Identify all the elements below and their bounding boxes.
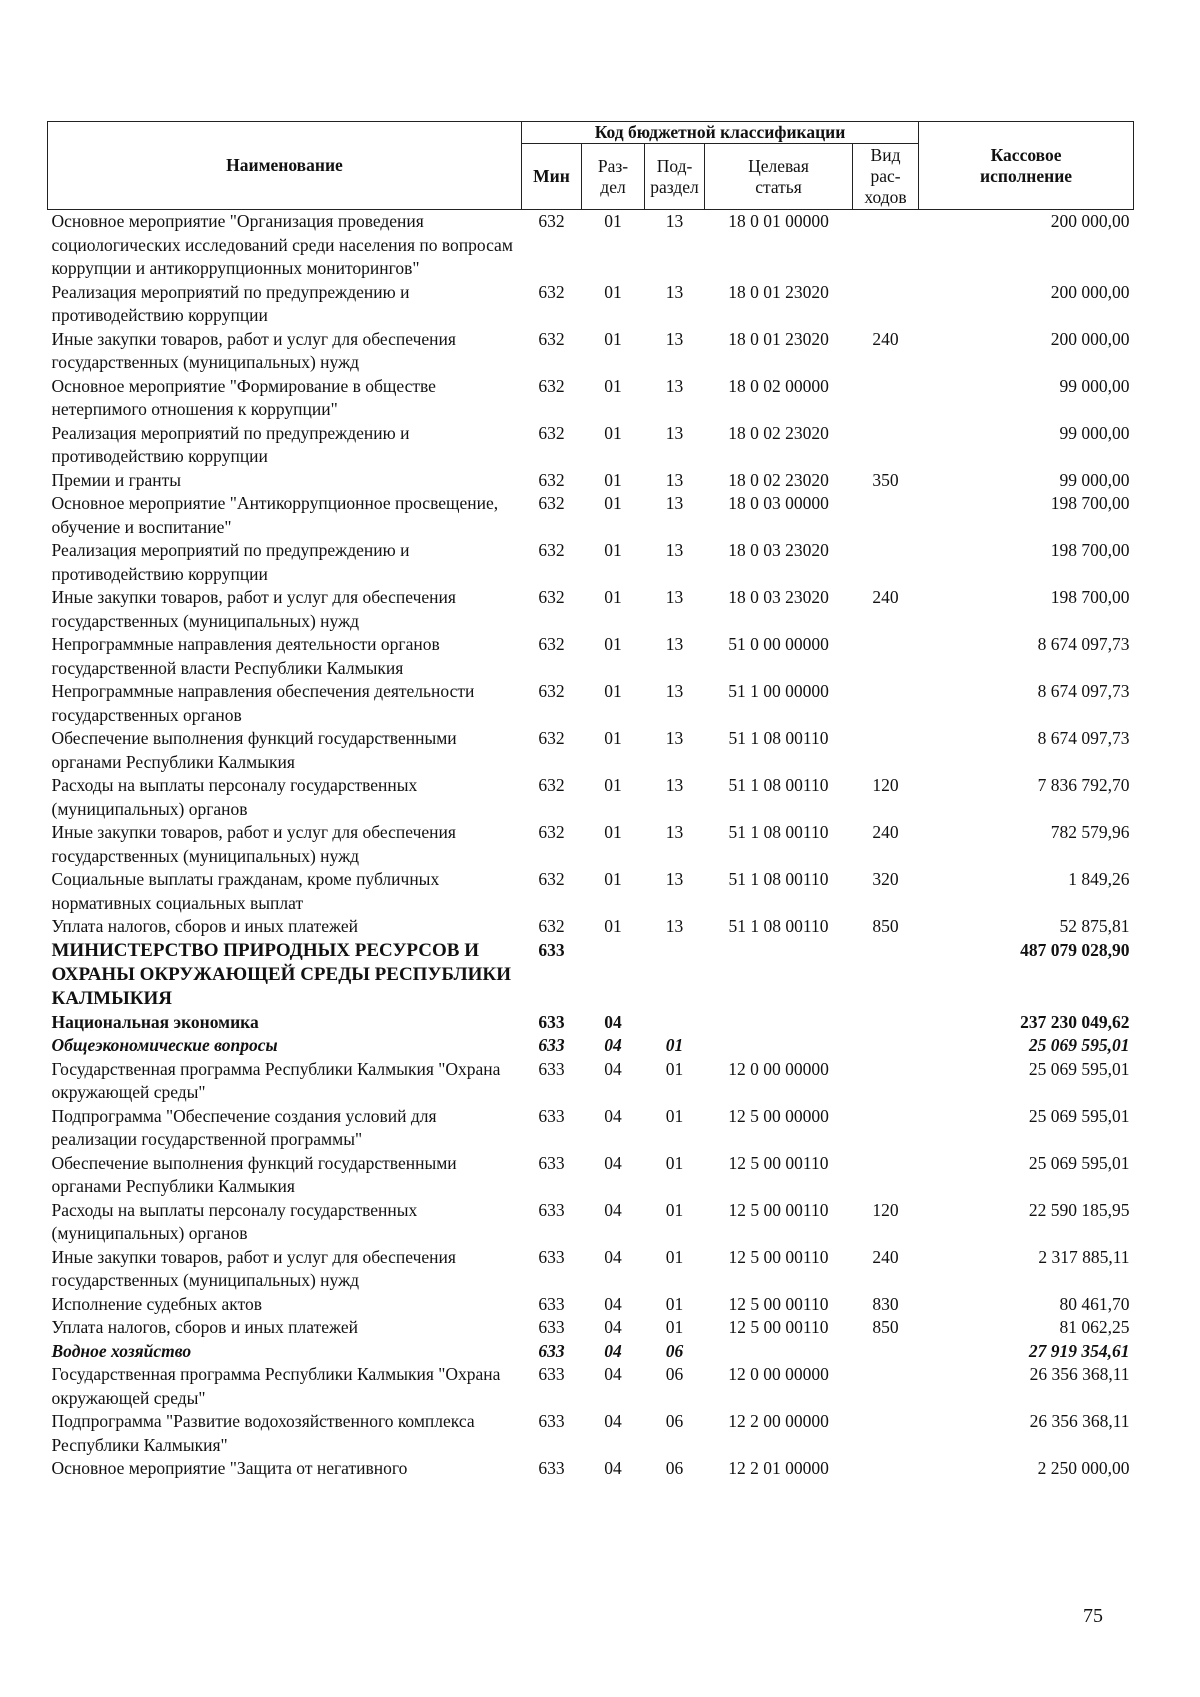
row-min: 633 bbox=[538, 1293, 565, 1314]
row-name: Водное хозяйство bbox=[51, 1340, 192, 1361]
table-row bbox=[48, 1199, 1134, 1246]
row-name: Иные закупки товаров, работ и услуг для обеспечения государственных (муниципальных) нужд bbox=[51, 1246, 456, 1290]
row-target-article: 12 5 00 00110 bbox=[728, 1152, 829, 1173]
row-expense-type bbox=[853, 281, 919, 328]
row-expense-type: 830 bbox=[872, 1293, 899, 1314]
table-row bbox=[48, 1293, 1134, 1317]
row-podrazdel: 06 bbox=[665, 1411, 684, 1431]
row-amount: 782 579,96 bbox=[1050, 822, 1130, 842]
row-target-article: 12 5 00 00110 bbox=[728, 1199, 829, 1220]
row-razdel: 01 bbox=[604, 469, 622, 490]
row-podrazdel: 01 bbox=[665, 1317, 684, 1337]
row-expense-type bbox=[853, 1058, 919, 1105]
row-amount: 80 461,70 bbox=[1059, 1293, 1130, 1314]
row-amount: 81 062,25 bbox=[1059, 1317, 1130, 1337]
row-target-article: 12 2 01 00000 bbox=[728, 1458, 829, 1478]
row-expense-type: 240 bbox=[872, 822, 899, 842]
row-target-article: 12 5 00 00110 bbox=[728, 1317, 829, 1337]
table-row bbox=[48, 680, 1134, 727]
row-amount: 1 849,26 bbox=[1068, 869, 1130, 889]
row-expense-type: 320 bbox=[872, 869, 899, 889]
row-podrazdel: 01 bbox=[665, 1058, 684, 1079]
row-razdel: 01 bbox=[604, 681, 622, 701]
row-min: 633 bbox=[538, 1199, 565, 1220]
row-name: Общеэкономические вопросы bbox=[51, 1035, 278, 1055]
row-min: 633 bbox=[538, 1411, 565, 1431]
table-row bbox=[48, 492, 1134, 539]
table-row bbox=[48, 868, 1134, 915]
row-razdel: 04 bbox=[604, 1293, 622, 1314]
row-amount: 198 700,00 bbox=[1050, 493, 1130, 513]
row-name: Реализация мероприятий по предупреждению и противодействию коррупции bbox=[51, 540, 410, 584]
row-expense-type: 240 bbox=[872, 587, 899, 607]
row-expense-type bbox=[853, 939, 919, 1011]
row-amount: 22 590 185,95 bbox=[1028, 1199, 1130, 1220]
row-razdel: 04 bbox=[604, 1058, 622, 1079]
table-row bbox=[48, 1034, 1134, 1058]
row-expense-type bbox=[853, 1457, 919, 1481]
header-expense-type: Вид рас- ходов bbox=[853, 144, 919, 210]
row-razdel: 01 bbox=[604, 540, 622, 560]
row-target-article: 18 0 03 23020 bbox=[728, 540, 829, 560]
row-razdel: 01 bbox=[604, 869, 622, 889]
row-razdel: 04 bbox=[604, 1246, 622, 1267]
row-min: 633 bbox=[538, 1105, 565, 1126]
row-razdel: 01 bbox=[604, 375, 622, 396]
row-min: 632 bbox=[538, 822, 565, 842]
row-min: 632 bbox=[538, 375, 565, 396]
row-expense-type: 240 bbox=[872, 328, 899, 349]
row-amount: 487 079 028,90 bbox=[1020, 939, 1130, 960]
row-name: Уплата налогов, сборов и иных платежей bbox=[51, 1317, 358, 1337]
row-podrazdel: 06 bbox=[665, 1458, 684, 1478]
table-row bbox=[48, 939, 1134, 1011]
table-row bbox=[48, 1410, 1134, 1457]
row-min: 632 bbox=[538, 634, 565, 654]
table-row bbox=[48, 539, 1134, 586]
row-expense-type bbox=[853, 1152, 919, 1199]
row-amount: 237 230 049,62 bbox=[1020, 1011, 1130, 1032]
row-min: 632 bbox=[538, 681, 565, 701]
row-amount: 25 069 595,01 bbox=[1028, 1105, 1130, 1126]
row-amount: 25 069 595,01 bbox=[1028, 1035, 1130, 1055]
row-min: 632 bbox=[538, 587, 565, 607]
table-row bbox=[48, 727, 1134, 774]
row-name: Подпрограмма "Обеспечение создания условий для реализации государственной программы" bbox=[51, 1105, 437, 1149]
row-min: 633 bbox=[538, 1340, 565, 1361]
row-podrazdel: 01 bbox=[665, 1152, 684, 1173]
row-amount: 99 000,00 bbox=[1059, 375, 1130, 396]
row-podrazdel: 13 bbox=[665, 493, 684, 513]
row-amount: 198 700,00 bbox=[1050, 540, 1130, 560]
row-name: Подпрограмма "Развитие водохозяйственного комплекса Республики Калмыкия" bbox=[51, 1411, 475, 1455]
row-target-article bbox=[705, 1011, 853, 1035]
row-razdel: 01 bbox=[604, 775, 622, 795]
row-target-article: 51 1 08 00110 bbox=[728, 869, 829, 889]
row-razdel: 04 bbox=[604, 1199, 622, 1220]
row-name: Основное мероприятие "Организация проведения социологических исследований среди населения по вопросам коррупции и антикоррупционных мониторингов" bbox=[51, 211, 513, 278]
row-target-article: 18 0 02 00000 bbox=[728, 375, 829, 396]
table-row bbox=[48, 210, 1134, 281]
row-target-article bbox=[705, 939, 853, 1011]
row-name: Уплата налогов, сборов и иных платежей bbox=[51, 916, 358, 936]
row-amount: 27 919 354,61 bbox=[1028, 1340, 1130, 1361]
row-expense-type bbox=[853, 539, 919, 586]
row-expense-type bbox=[853, 1340, 919, 1364]
row-razdel: 04 bbox=[604, 1152, 622, 1173]
row-min: 632 bbox=[538, 281, 565, 302]
row-min: 633 bbox=[538, 1011, 565, 1032]
row-podrazdel bbox=[645, 939, 705, 1011]
row-min: 633 bbox=[538, 1152, 565, 1173]
row-expense-type bbox=[853, 633, 919, 680]
row-podrazdel: 13 bbox=[665, 375, 684, 396]
table-header bbox=[48, 122, 1134, 210]
row-name: Премии и гранты bbox=[51, 469, 182, 490]
row-target-article: 12 5 00 00000 bbox=[728, 1105, 829, 1126]
row-min: 632 bbox=[538, 540, 565, 560]
row-expense-type bbox=[853, 422, 919, 469]
row-name: Национальная экономика bbox=[51, 1011, 259, 1032]
table-row bbox=[48, 1363, 1134, 1410]
row-min: 632 bbox=[538, 916, 565, 936]
row-amount: 8 674 097,73 bbox=[1037, 681, 1130, 701]
row-amount: 25 069 595,01 bbox=[1028, 1058, 1130, 1079]
row-podrazdel: 13 bbox=[665, 681, 684, 701]
row-amount: 7 836 792,70 bbox=[1037, 775, 1130, 795]
row-podrazdel: 13 bbox=[665, 634, 684, 654]
row-podrazdel: 01 bbox=[665, 1199, 684, 1220]
row-min: 633 bbox=[538, 1058, 565, 1079]
row-expense-type: 850 bbox=[872, 1317, 899, 1337]
row-podrazdel: 13 bbox=[665, 775, 684, 795]
row-razdel: 01 bbox=[604, 822, 622, 842]
header-cash-execution: Кассовое исполнение bbox=[919, 122, 1134, 210]
row-razdel bbox=[582, 939, 645, 1011]
row-razdel: 04 bbox=[604, 1035, 622, 1055]
table-row bbox=[48, 1105, 1134, 1152]
row-target-article: 51 1 08 00110 bbox=[728, 728, 829, 748]
row-min: 633 bbox=[538, 1458, 565, 1478]
header-target-article: Целевая статья bbox=[705, 144, 853, 210]
row-podrazdel: 13 bbox=[665, 869, 684, 889]
row-expense-type bbox=[853, 1011, 919, 1035]
table-row bbox=[48, 774, 1134, 821]
row-podrazdel: 13 bbox=[665, 822, 684, 842]
table-row bbox=[48, 1316, 1134, 1340]
table-row bbox=[48, 422, 1134, 469]
row-min: 632 bbox=[538, 211, 565, 231]
row-name: Обеспечение выполнения функций государственными органами Республики Калмыкия bbox=[51, 1152, 457, 1196]
row-razdel: 01 bbox=[604, 328, 622, 349]
row-razdel: 01 bbox=[604, 587, 622, 607]
row-target-article: 18 0 03 23020 bbox=[728, 587, 829, 607]
row-razdel: 01 bbox=[604, 211, 622, 231]
row-razdel: 01 bbox=[604, 728, 622, 748]
row-min: 633 bbox=[538, 1364, 565, 1384]
row-razdel: 01 bbox=[604, 422, 622, 443]
header-podrazdel: Под- раздел bbox=[645, 144, 705, 210]
row-expense-type bbox=[853, 727, 919, 774]
header-name: Наименование bbox=[48, 122, 522, 210]
row-razdel: 04 bbox=[604, 1458, 622, 1478]
row-amount: 198 700,00 bbox=[1050, 587, 1130, 607]
row-name: Обеспечение выполнения функций государственными органами Республики Калмыкия bbox=[51, 728, 457, 772]
row-target-article: 12 2 00 00000 bbox=[728, 1411, 829, 1431]
row-target-article: 18 0 02 23020 bbox=[728, 422, 829, 443]
table-row bbox=[48, 281, 1134, 328]
table-row bbox=[48, 1058, 1134, 1105]
row-amount: 26 356 368,11 bbox=[1029, 1364, 1130, 1384]
row-name: Социальные выплаты гражданам, кроме публичных нормативных социальных выплат bbox=[51, 869, 440, 913]
row-min: 632 bbox=[538, 422, 565, 443]
row-amount: 8 674 097,73 bbox=[1037, 728, 1130, 748]
row-min: 633 bbox=[538, 1246, 565, 1267]
row-expense-type bbox=[853, 1034, 919, 1058]
row-min: 633 bbox=[538, 1317, 565, 1337]
row-min: 632 bbox=[538, 869, 565, 889]
row-target-article: 51 1 00 00000 bbox=[728, 681, 829, 701]
table-row bbox=[48, 469, 1134, 493]
table-row bbox=[48, 328, 1134, 375]
table-row bbox=[48, 1152, 1134, 1199]
table-body bbox=[48, 210, 1134, 1481]
row-name: Расходы на выплаты персоналу государственных (муниципальных) органов bbox=[51, 1199, 418, 1243]
row-razdel: 04 bbox=[604, 1364, 622, 1384]
row-podrazdel: 13 bbox=[665, 422, 684, 443]
row-target-article: 18 0 01 23020 bbox=[728, 281, 829, 302]
row-name: Непрограммные направления обеспечения деятельности государственных органов bbox=[51, 681, 475, 725]
row-razdel: 01 bbox=[604, 916, 622, 936]
row-podrazdel: 01 bbox=[665, 1035, 684, 1055]
row-razdel: 04 bbox=[604, 1105, 622, 1126]
row-amount: 8 674 097,73 bbox=[1037, 634, 1130, 654]
row-expense-type bbox=[853, 210, 919, 281]
row-podrazdel: 13 bbox=[665, 916, 684, 936]
row-name: МИНИСТЕРСТВО ПРИРОДНЫХ РЕСУРСОВ И ОХРАНЫ ОКРУЖАЮЩЕЙ СРЕДЫ РЕСПУБЛИКИ КАЛМЫКИЯ bbox=[51, 939, 511, 1009]
row-target-article: 51 1 08 00110 bbox=[728, 916, 829, 936]
row-target-article: 12 0 00 00000 bbox=[728, 1058, 829, 1079]
row-amount: 200 000,00 bbox=[1050, 281, 1130, 302]
budget-table bbox=[47, 121, 1134, 1481]
row-name: Государственная программа Республики Калмыкия "Охрана окружающей среды" bbox=[51, 1058, 501, 1102]
row-name: Иные закупки товаров, работ и услуг для обеспечения государственных (муниципальных) нужд bbox=[51, 822, 456, 866]
row-podrazdel: 01 bbox=[665, 1105, 684, 1126]
row-target-article: 18 0 01 00000 bbox=[728, 211, 829, 231]
row-expense-type bbox=[853, 492, 919, 539]
row-min: 632 bbox=[538, 328, 565, 349]
row-expense-type bbox=[853, 1363, 919, 1410]
row-min: 632 bbox=[538, 469, 565, 490]
table-row bbox=[48, 915, 1134, 939]
row-target-article bbox=[705, 1340, 853, 1364]
row-name: Основное мероприятие "Защита от негативного bbox=[51, 1458, 408, 1478]
row-amount: 2 317 885,11 bbox=[1038, 1246, 1130, 1267]
row-razdel: 04 bbox=[604, 1011, 622, 1032]
row-min: 632 bbox=[538, 493, 565, 513]
row-min: 632 bbox=[538, 728, 565, 748]
row-target-article: 51 1 08 00110 bbox=[728, 822, 829, 842]
row-amount: 25 069 595,01 bbox=[1028, 1152, 1130, 1173]
row-razdel: 01 bbox=[604, 281, 622, 302]
row-name: Государственная программа Республики Калмыкия "Охрана окружающей среды" bbox=[51, 1364, 501, 1408]
row-expense-type bbox=[853, 1410, 919, 1457]
row-razdel: 04 bbox=[604, 1317, 622, 1337]
row-podrazdel: 13 bbox=[665, 281, 684, 302]
table-row bbox=[48, 1011, 1134, 1035]
row-expense-type: 350 bbox=[872, 469, 899, 490]
row-name: Реализация мероприятий по предупреждению и противодействию коррупции bbox=[51, 281, 410, 325]
row-expense-type: 120 bbox=[872, 775, 899, 795]
table-row bbox=[48, 1340, 1134, 1364]
row-min: 632 bbox=[538, 775, 565, 795]
row-target-article: 18 0 02 23020 bbox=[728, 469, 829, 490]
row-expense-type: 850 bbox=[872, 916, 899, 936]
row-name: Иные закупки товаров, работ и услуг для обеспечения государственных (муниципальных) нужд bbox=[51, 328, 456, 372]
header-razdel: Раз- дел bbox=[582, 144, 645, 210]
table-row bbox=[48, 821, 1134, 868]
row-target-article: 12 5 00 00110 bbox=[728, 1293, 829, 1314]
row-target-article bbox=[705, 1034, 853, 1058]
table-row bbox=[48, 1246, 1134, 1293]
row-target-article: 51 0 00 00000 bbox=[728, 634, 829, 654]
row-name: Реализация мероприятий по предупреждению и противодействию коррупции bbox=[51, 422, 410, 466]
row-amount: 99 000,00 bbox=[1059, 469, 1130, 490]
row-podrazdel: 13 bbox=[665, 211, 684, 231]
table-row bbox=[48, 633, 1134, 680]
row-name: Исполнение судебных актов bbox=[51, 1293, 263, 1314]
row-expense-type: 120 bbox=[872, 1199, 899, 1220]
row-podrazdel: 06 bbox=[665, 1364, 684, 1384]
row-razdel: 04 bbox=[604, 1411, 622, 1431]
row-expense-type bbox=[853, 680, 919, 727]
header-min: Мин bbox=[522, 144, 582, 210]
row-expense-type bbox=[853, 375, 919, 422]
row-name: Иные закупки товаров, работ и услуг для обеспечения государственных (муниципальных) нужд bbox=[51, 587, 456, 631]
row-name: Основное мероприятие "Антикоррупционное просвещение, обучение и воспитание" bbox=[51, 493, 499, 537]
row-expense-type: 240 bbox=[872, 1246, 899, 1267]
row-min: 633 bbox=[538, 939, 565, 960]
row-target-article: 51 1 08 00110 bbox=[728, 775, 829, 795]
row-podrazdel: 13 bbox=[665, 540, 684, 560]
row-podrazdel: 13 bbox=[665, 728, 684, 748]
row-name: Расходы на выплаты персоналу государственных (муниципальных) органов bbox=[51, 775, 418, 819]
row-amount: 26 356 368,11 bbox=[1029, 1411, 1130, 1431]
row-podrazdel: 06 bbox=[665, 1340, 684, 1361]
table-row bbox=[48, 586, 1134, 633]
row-razdel: 01 bbox=[604, 493, 622, 513]
header-classification-group: Код бюджетной классификации bbox=[522, 122, 919, 144]
row-target-article: 18 0 01 23020 bbox=[728, 328, 829, 349]
row-target-article: 12 5 00 00110 bbox=[728, 1246, 829, 1267]
row-target-article: 12 0 00 00000 bbox=[728, 1364, 829, 1384]
page-number: 75 bbox=[1083, 1605, 1103, 1627]
row-podrazdel: 13 bbox=[665, 587, 684, 607]
row-expense-type bbox=[853, 1105, 919, 1152]
row-razdel: 04 bbox=[604, 1340, 622, 1361]
row-podrazdel: 13 bbox=[665, 469, 684, 490]
row-amount: 200 000,00 bbox=[1050, 211, 1130, 231]
row-podrazdel: 01 bbox=[665, 1293, 684, 1314]
row-min: 633 bbox=[538, 1035, 565, 1055]
table-row bbox=[48, 1457, 1134, 1481]
row-name: Основное мероприятие "Формирование в обществе нетерпимого отношения к коррупции" bbox=[51, 375, 436, 419]
table-row bbox=[48, 375, 1134, 422]
row-podrazdel bbox=[645, 1011, 705, 1035]
row-podrazdel: 01 bbox=[665, 1246, 684, 1267]
row-podrazdel: 13 bbox=[665, 328, 684, 349]
row-amount: 200 000,00 bbox=[1050, 328, 1130, 349]
row-amount: 99 000,00 bbox=[1059, 422, 1130, 443]
row-target-article: 18 0 03 00000 bbox=[728, 493, 829, 513]
row-amount: 52 875,81 bbox=[1059, 916, 1130, 936]
row-name: Непрограммные направления деятельности органов государственной власти Республики Калмыкия bbox=[51, 634, 440, 678]
row-amount: 2 250 000,00 bbox=[1037, 1458, 1130, 1478]
row-razdel: 01 bbox=[604, 634, 622, 654]
